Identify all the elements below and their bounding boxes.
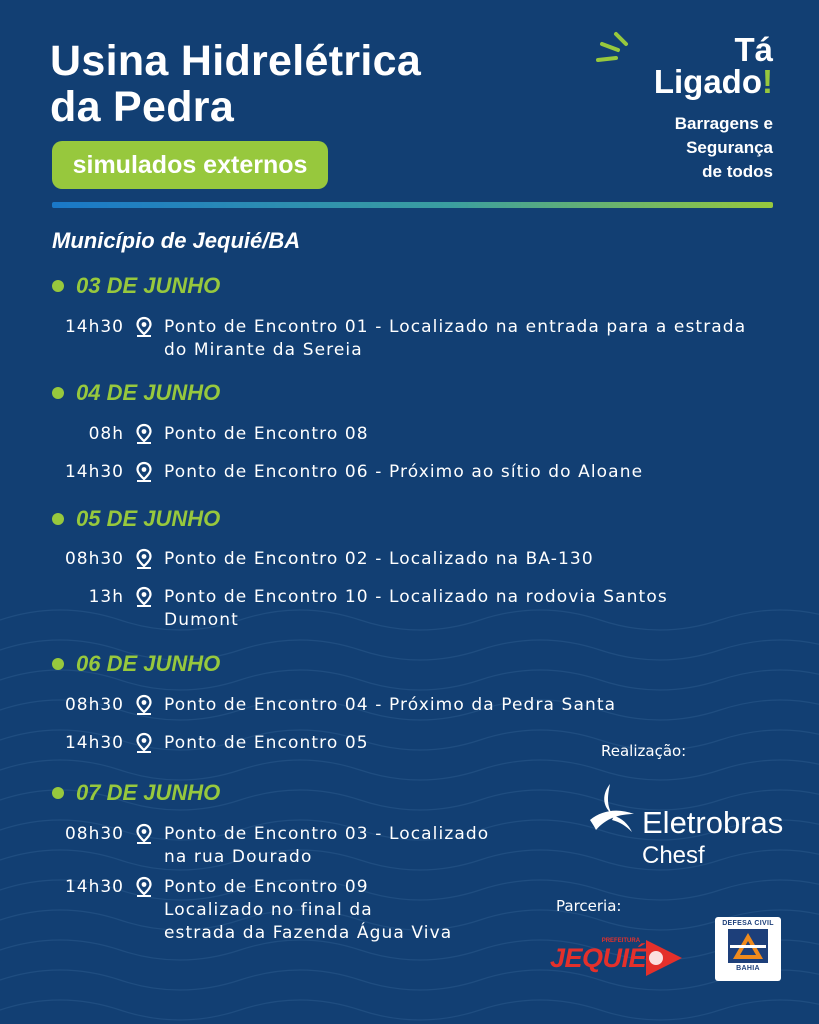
defesa-civil-text: DEFESA CIVIL — [722, 920, 774, 927]
entry-line: Ponto de Encontro 04 - Próximo da Pedra Santa — [164, 695, 617, 715]
entry-line: Ponto de Encontro 02 - Localizado na BA-130 — [164, 549, 594, 569]
entry-time: 14h30 — [64, 462, 124, 482]
sun-rays-icon — [592, 30, 642, 70]
title-line-2: da Pedra — [50, 83, 235, 131]
defesa-civil-icon — [725, 927, 771, 965]
bahia-text: BAHIA — [736, 965, 760, 972]
eletrobras-name: Eletrobras — [642, 805, 784, 840]
simulados-badge-label: simulados externos — [72, 150, 308, 179]
entry-line: estrada da Fazenda Água Viva — [164, 923, 453, 943]
day-label: 07 DE JUNHO — [76, 780, 221, 805]
entry-description — [164, 548, 594, 571]
entry-line: na rua Dourado — [164, 847, 313, 867]
entry-time: 08h30 — [64, 695, 124, 715]
entry-time: 08h — [88, 424, 124, 444]
map-pin-icon — [134, 876, 154, 898]
jequie-name: JEQUIÉ — [550, 942, 647, 973]
jequie-prefeitura-text: PREFEITURA — [601, 937, 641, 944]
entry-time: 14h30 — [64, 733, 124, 753]
map-pin-icon — [134, 732, 154, 754]
brand-exclaim: ! — [762, 63, 773, 100]
entry-time: 13h — [88, 587, 124, 607]
bullet-dot — [52, 658, 64, 670]
entry-time: 14h30 — [64, 877, 124, 897]
entry-time: 08h30 — [64, 549, 124, 569]
bullet-dot — [52, 280, 64, 292]
day-label: 03 DE JUNHO — [76, 273, 221, 298]
entry-description — [164, 694, 616, 717]
map-pin-icon — [134, 548, 154, 570]
title-line-1: Usina Hidrelétrica — [50, 37, 422, 85]
entry-line: do Mirante da Sereia — [164, 340, 363, 360]
brand-tagline — [654, 112, 773, 184]
brand-ta: Tá — [734, 31, 773, 68]
map-pin-icon — [134, 586, 154, 608]
entry-line: Localizado no final da — [164, 900, 373, 920]
prefeitura-jequie-logo — [550, 936, 686, 980]
schedule-entry — [52, 548, 594, 571]
entry-description — [164, 316, 746, 362]
day-heading — [52, 380, 220, 406]
entry-description — [164, 423, 369, 446]
simulados-badge — [52, 141, 328, 189]
entry-time: 14h30 — [64, 317, 124, 337]
entry-line: Dumont — [164, 610, 239, 630]
day-label: 05 DE JUNHO — [76, 506, 221, 531]
day-label: 04 DE JUNHO — [76, 380, 221, 405]
day-heading — [52, 273, 220, 299]
page-title — [50, 38, 421, 130]
map-pin-icon — [134, 823, 154, 845]
schedule-entry — [52, 316, 746, 362]
entry-line: Ponto de Encontro 05 — [164, 733, 369, 753]
brand-ligado: Ligado — [653, 63, 762, 100]
play-icon — [640, 936, 686, 980]
entry-line: Ponto de Encontro 03 - Localizado — [164, 824, 490, 844]
ta-ligado-wordmark — [653, 31, 773, 100]
entry-line: Ponto de Encontro 01 - Localizado na entrada para a estrada — [164, 317, 747, 337]
entry-line: Ponto de Encontro 06 - Próximo ao sítio do Aloane — [164, 462, 644, 482]
entry-line: Ponto de Encontro 10 - Localizado na rodovia Santos — [164, 587, 668, 607]
eletrobras-chesf-logo — [588, 782, 783, 870]
schedule-entry — [52, 694, 616, 717]
day-heading — [52, 780, 220, 806]
entry-line: Ponto de Encontro 09 — [164, 877, 369, 897]
defesa-civil-bahia-logo — [715, 917, 781, 981]
schedule-entry — [52, 876, 452, 945]
day-heading — [52, 506, 220, 532]
entry-line: Ponto de Encontro 08 — [164, 424, 369, 444]
municipality-heading: Município de Jequié/BA — [52, 228, 301, 253]
schedule-entry — [52, 732, 369, 755]
entry-description — [164, 823, 489, 869]
ta-ligado-logo — [653, 31, 773, 184]
brand-tagline-2: Segurança — [686, 138, 773, 157]
entry-description — [164, 586, 668, 632]
parceria-label: Parceria: — [556, 897, 622, 915]
bullet-dot — [52, 513, 64, 525]
bullet-dot — [52, 787, 64, 799]
brand-tagline-1: Barragens e — [674, 114, 773, 133]
schedule-entry — [52, 823, 489, 869]
map-pin-icon — [134, 423, 154, 445]
eletrobras-logo-icon — [588, 782, 638, 840]
day-heading — [52, 651, 220, 677]
bullet-dot — [52, 387, 64, 399]
realizacao-label: Realização: — [601, 742, 687, 760]
day-label: 06 DE JUNHO — [76, 651, 221, 676]
brand-tagline-3: de todos — [702, 162, 773, 181]
schedule-entry — [52, 461, 643, 484]
chesf-name: Chesf — [642, 842, 705, 869]
entry-description — [164, 732, 369, 755]
entry-description — [164, 876, 452, 945]
schedule-entry — [52, 423, 369, 446]
entry-description — [164, 461, 643, 484]
map-pin-icon — [134, 694, 154, 716]
entry-time: 08h30 — [64, 824, 124, 844]
schedule-entry — [52, 586, 668, 632]
header-divider — [52, 202, 773, 208]
map-pin-icon — [134, 316, 154, 338]
map-pin-icon — [134, 461, 154, 483]
